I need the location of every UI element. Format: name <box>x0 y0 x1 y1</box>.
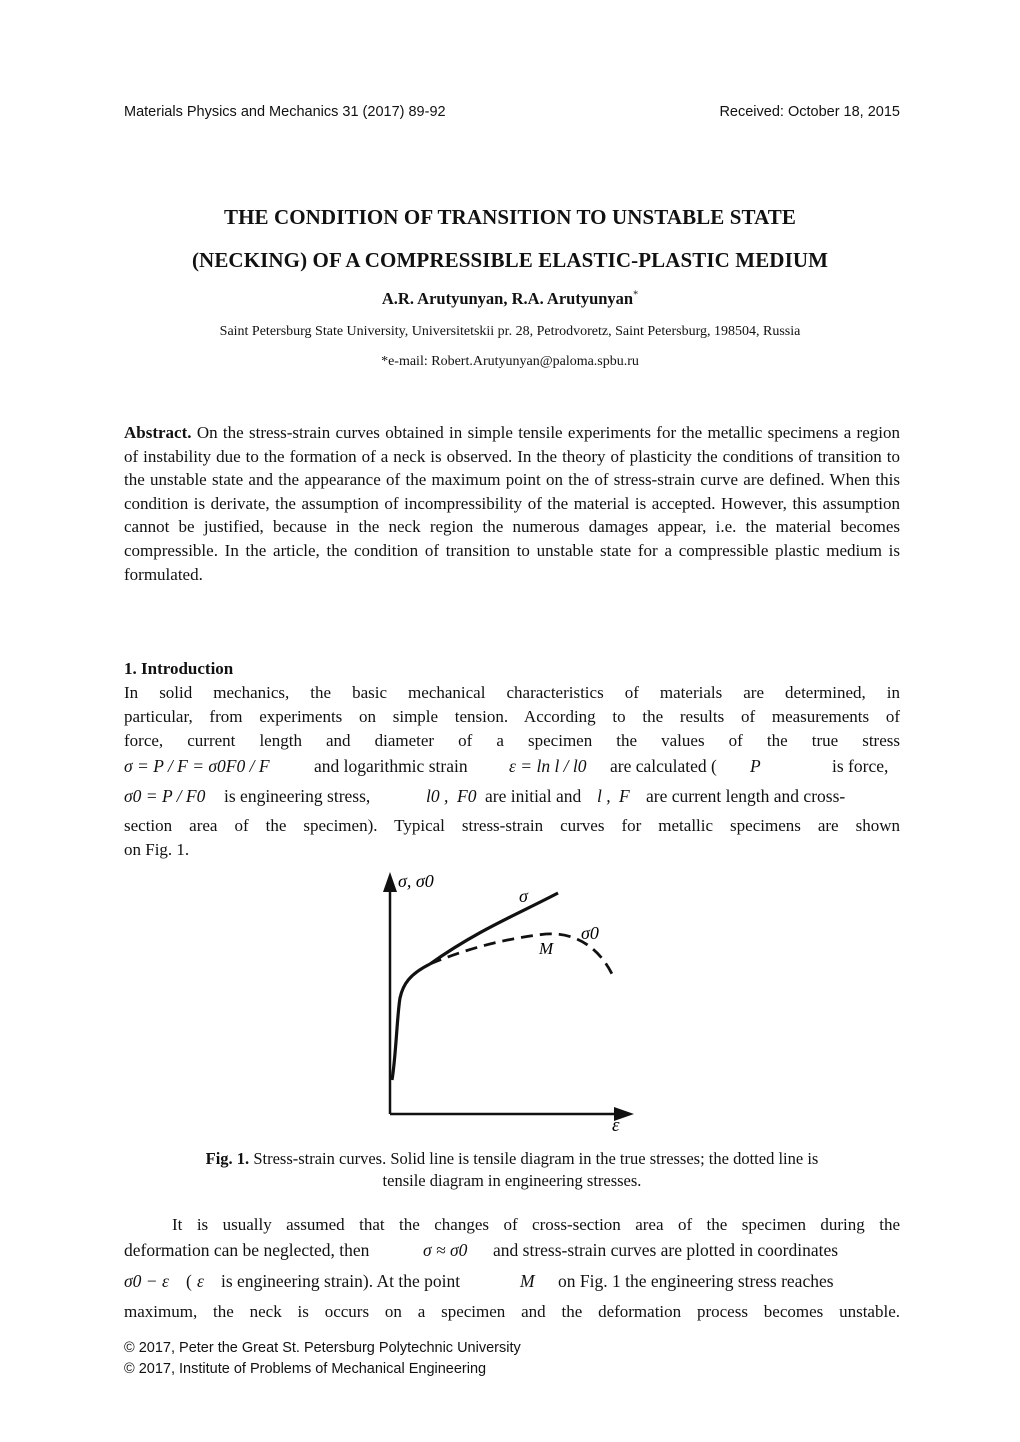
true-stress-curve-label: σ <box>519 886 528 906</box>
engineering-stress-curve-label: σ0 <box>581 923 599 943</box>
body-text: is engineering strain). At the point <box>221 1271 461 1291</box>
intro-text: are calculated ( <box>610 756 717 776</box>
intro-text: and logarithmic strain <box>314 756 468 776</box>
force-variable: P <box>750 756 761 776</box>
copyright-line-2: © 2017, Institute of Problems of Mechanical Engineering <box>124 1361 487 1377</box>
current-length-variable: l , <box>597 786 611 806</box>
corresponding-mark: * <box>633 289 639 301</box>
running-header <box>124 104 900 120</box>
body-text: and stress-strain curves are plotted in coordinates <box>493 1240 839 1260</box>
initial-area-variable: F0 <box>457 786 477 806</box>
x-axis-label: ε <box>612 1115 620 1136</box>
intro-text: is engineering stress, <box>224 786 371 806</box>
journal-citation: Materials Physics and Mechanics 31 (2017) 89-92 <box>124 104 446 120</box>
intro-line-1: In solid mechanics, the basic mechanical characteristics of materials are determined, in <box>124 683 900 702</box>
intro-line-6: section area of the specimen). Typical stress-strain curves for metallic specimens are shown <box>124 816 900 835</box>
max-point-label: M <box>539 939 554 958</box>
body-text: ( <box>186 1271 192 1291</box>
email: *e-mail: Robert.Arutyunyan@paloma.spbu.ru <box>381 354 639 369</box>
strain-variable: ε <box>197 1271 204 1291</box>
point-m-variable: M <box>520 1271 535 1291</box>
elastic-region-line <box>392 964 430 1080</box>
intro-line-7: on Fig. 1. <box>124 840 190 859</box>
intro-text: is force, <box>832 756 889 776</box>
stress-strain-figure <box>368 866 648 1138</box>
y-axis-label: σ, σ0 <box>398 871 434 891</box>
coordinates-formula: σ0 − ε <box>124 1271 169 1291</box>
abstract-text: On the stress-strain curves obtained in simple tensile experiments for the metallic specimens a region of instability due to the formation of a neck is observed. In the theory of plasticity the conditions of transition to the unstable state and the appearance of the maximum point on the of stress-strain curve are defined. When this condition is derivate, the assumption of incompressibility of the material is accepted. However, this assumption cannot be justified, because in the neck region the numerous damages appear, i.e. the material becomes compressible. In the article, the condition of transition to unstable state for a compressible plastic medium is formulated. <box>124 423 900 584</box>
engineering-stress-formula: σ0 = P / F0 <box>124 786 206 806</box>
y-axis-arrow-icon <box>383 872 397 892</box>
intro-line-2: particular, from experiments on simple tension. According to the results of measurements of <box>124 707 900 726</box>
body-line-4: maximum, the neck is occurs on a specimen and the deformation process becomes unstable. <box>124 1302 900 1321</box>
authors <box>0 289 1020 309</box>
affiliation: Saint Petersburg State University, Universitetskii pr. 28, Petrodvoretz, Saint Petersburg, 198504, Russia <box>219 324 801 339</box>
intro-line-3: force, current length and diameter of a specimen the values of the true stress <box>124 731 900 750</box>
body-line-1: It is usually assumed that the changes of cross-section area of the specimen during the <box>172 1215 900 1234</box>
section-heading: 1. Introduction <box>124 659 234 678</box>
figure-caption <box>124 1148 900 1170</box>
initial-length-variable: l0 , <box>426 786 449 806</box>
approx-formula: σ ≈ σ0 <box>423 1240 468 1260</box>
body-text: deformation can be neglected, then <box>124 1240 370 1260</box>
true-stress-formula: σ = P / F = σ0F0 / F <box>124 756 270 776</box>
figure-caption-line-1: Stress-strain curves. Solid line is tensile diagram in the true stresses; the dotted line is <box>253 1149 819 1168</box>
current-area-variable: F <box>619 786 630 806</box>
log-strain-formula: ε = ln l / l0 <box>509 756 587 776</box>
received-date: Received: October 18, 2015 <box>719 104 900 120</box>
figure-label: Fig. 1. <box>205 1149 250 1168</box>
paper-title-line-2: (NECKING) OF A COMPRESSIBLE ELASTIC-PLASTIC MEDIUM <box>191 248 829 272</box>
abstract-label: Abstract. <box>124 423 192 442</box>
copyright-line-1: © 2017, Peter the Great St. Petersburg Polytechnic University <box>124 1340 521 1356</box>
author-names: A.R. Arutyunyan, R.A. Arutyunyan <box>381 289 634 308</box>
figure-caption-line-2: tensile diagram in engineering stresses. <box>382 1171 642 1190</box>
intro-text: are current length and cross- <box>646 786 846 806</box>
paper-title-line-1: THE CONDITION OF TRANSITION TO UNSTABLE STATE <box>223 205 797 229</box>
intro-text: are initial and <box>485 786 582 806</box>
body-text: on Fig. 1 the engineering stress reaches <box>558 1271 834 1291</box>
abstract <box>124 421 900 586</box>
